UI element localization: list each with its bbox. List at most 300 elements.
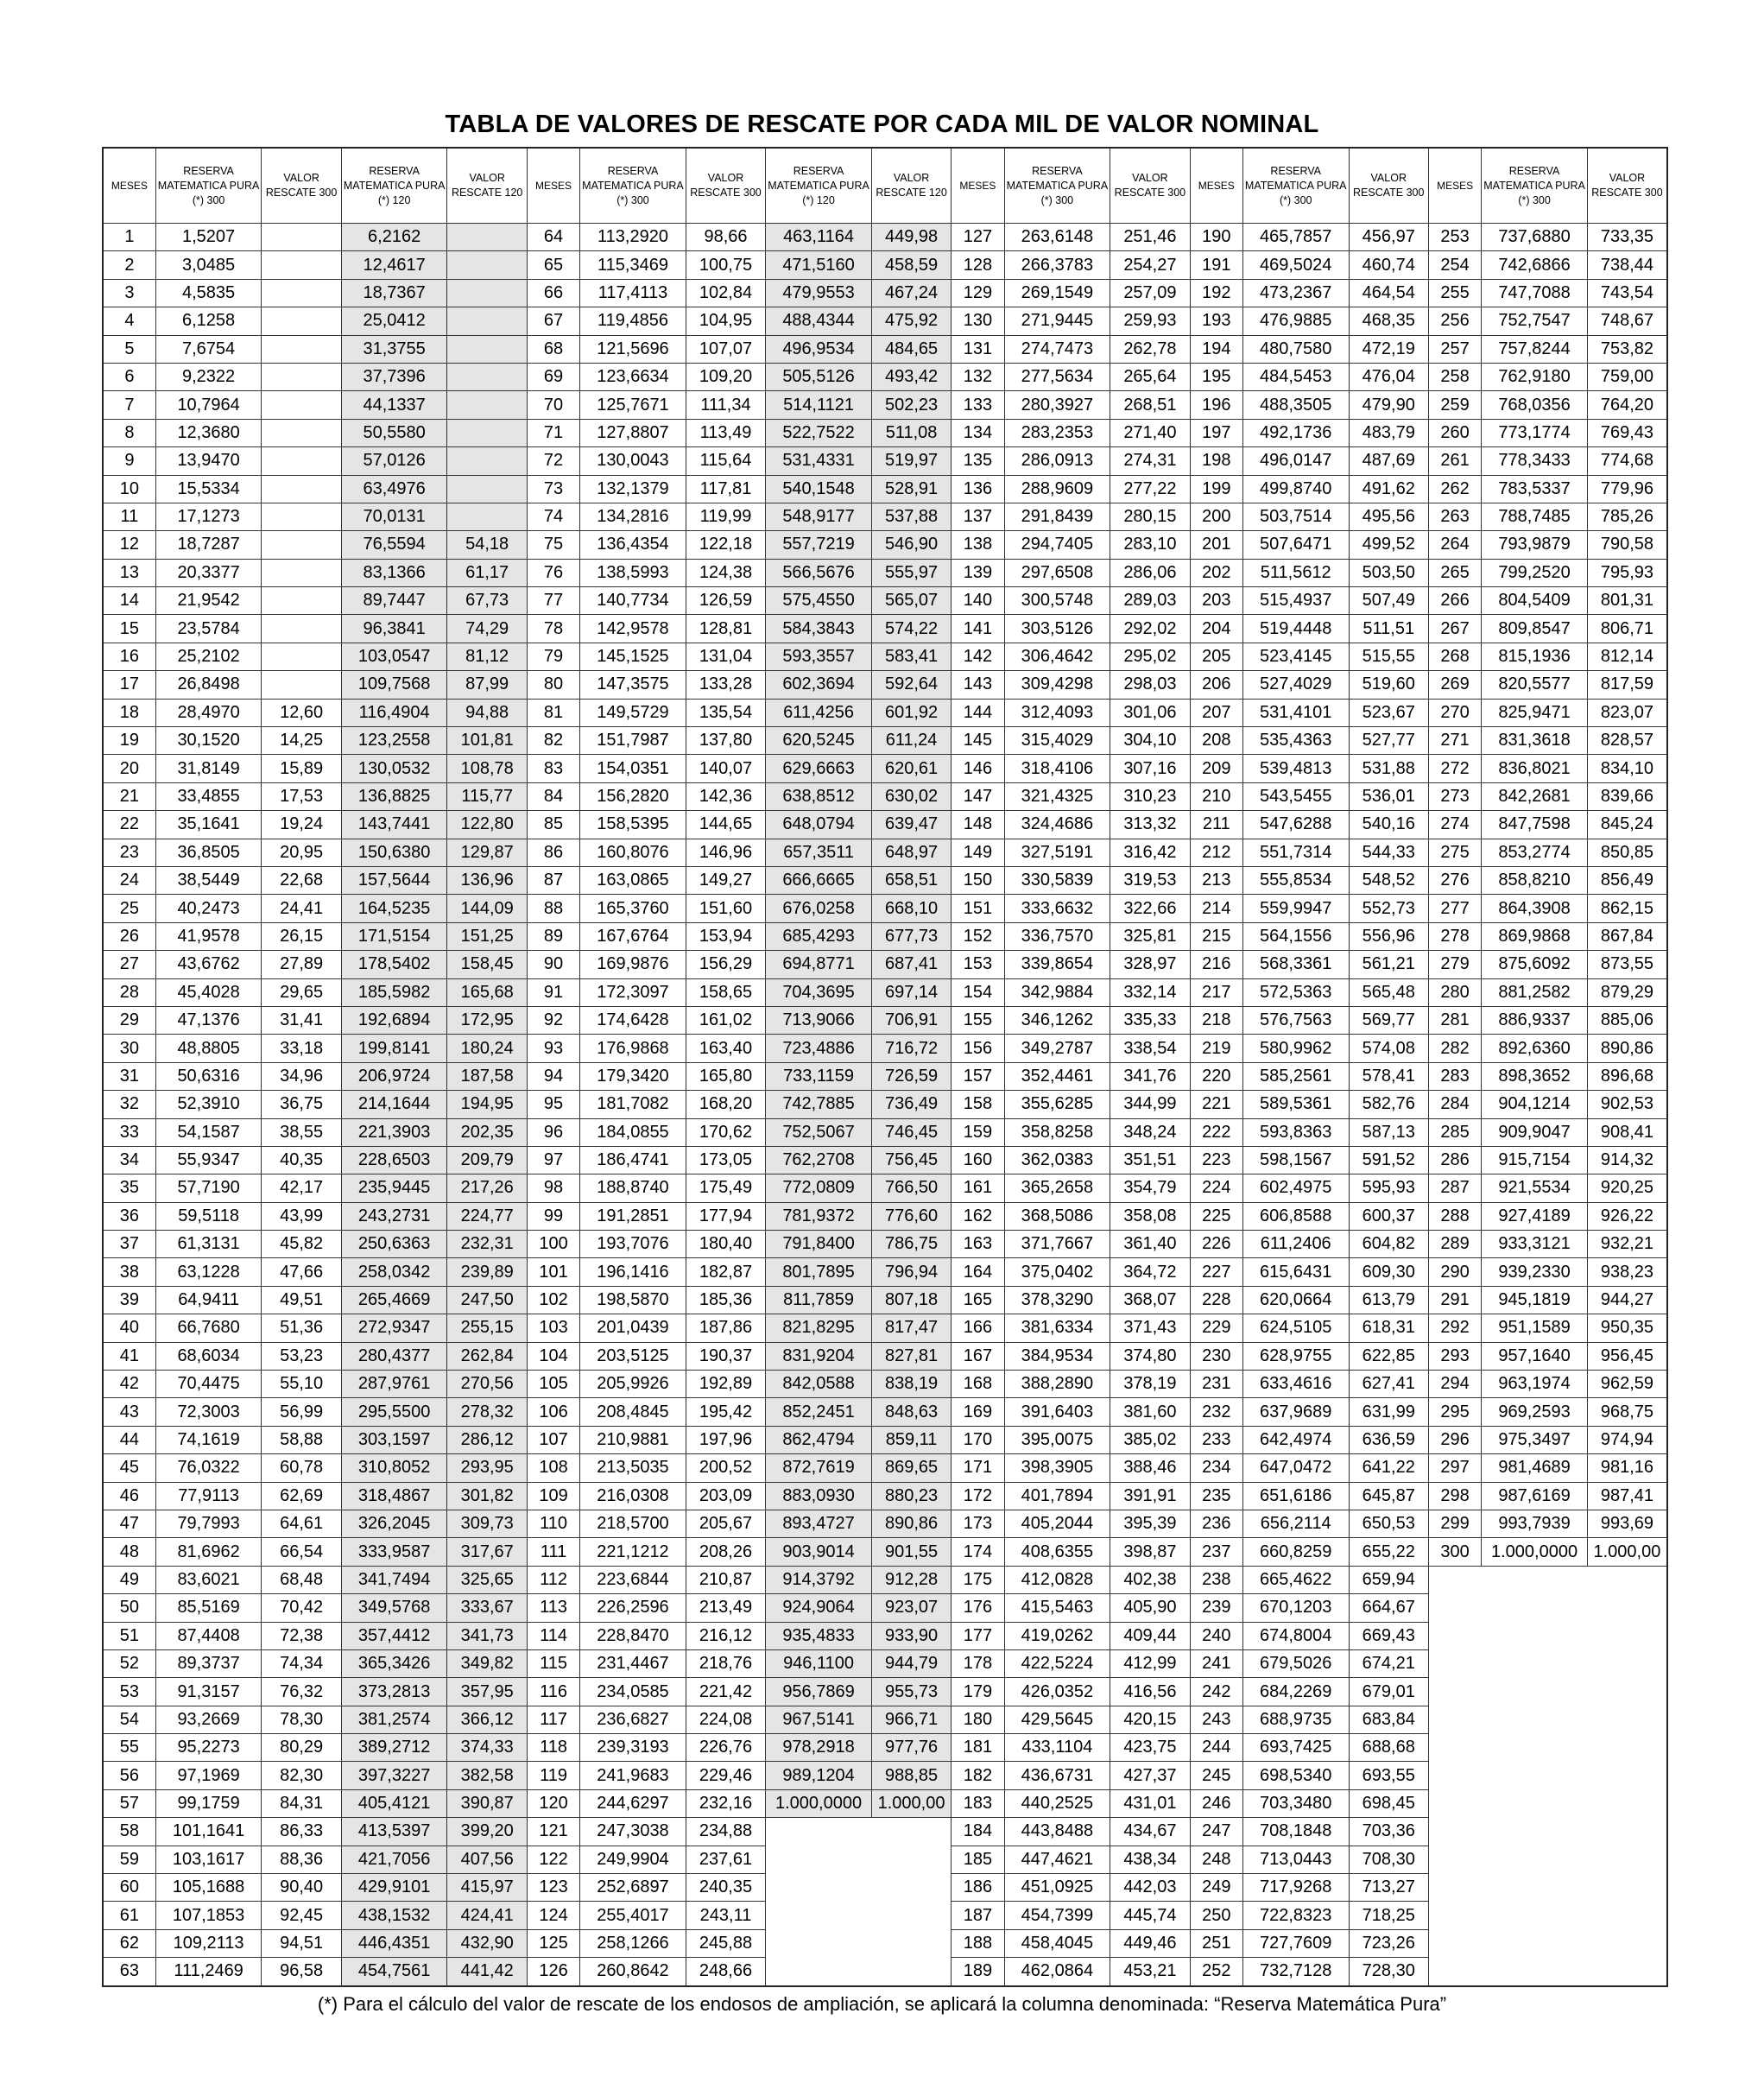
reserva-300-cell: 57,7190	[155, 1174, 262, 1202]
reserva-300-cell: 115,3469	[580, 251, 686, 279]
valor-300-cell: 569,77	[1349, 1006, 1428, 1034]
reserva-120-cell: 989,1204	[766, 1762, 872, 1789]
reserva-300-cell: 703,3480	[1242, 1789, 1349, 1817]
reserva-300-cell: 580,9962	[1242, 1035, 1349, 1062]
valor-300-cell	[262, 671, 341, 699]
reserva-300-cell: 395,0075	[1004, 1426, 1110, 1453]
reserva-300-cell: 117,4113	[580, 279, 686, 307]
reserva-300-cell: 853,2774	[1482, 839, 1588, 866]
reserva-300-cell: 125,7671	[580, 391, 686, 419]
mes-cell: 67	[527, 307, 579, 335]
mes-cell: 194	[1190, 335, 1242, 363]
reserva-120-cell: 566,5676	[766, 559, 872, 586]
reserva-300-cell: 18,7287	[155, 531, 262, 559]
table-row	[103, 1118, 1667, 1146]
reserva-300-cell: 927,4189	[1482, 1202, 1588, 1230]
reserva-300-cell: 15,5334	[155, 475, 262, 503]
reserva-120-cell: 123,2558	[341, 727, 447, 755]
mes-cell: 139	[952, 559, 1004, 586]
valor-120-cell: 441,42	[447, 1958, 527, 1986]
valor-300-cell: 208,26	[686, 1538, 765, 1566]
reserva-300-cell: 138,5993	[580, 559, 686, 586]
table-row	[103, 251, 1667, 279]
table-row	[103, 1762, 1667, 1789]
valor-300-cell: 515,55	[1349, 643, 1428, 670]
valor-300-cell: 391,91	[1110, 1482, 1190, 1510]
valor-300-cell: 226,76	[686, 1734, 765, 1762]
empty-cell	[1482, 1706, 1588, 1733]
mes-cell: 146	[952, 755, 1004, 782]
reserva-300-cell: 527,4029	[1242, 671, 1349, 699]
valor-300-cell: 292,02	[1110, 615, 1190, 643]
mes-cell: 78	[527, 615, 579, 643]
valor-120-cell: 988,85	[871, 1762, 951, 1789]
mes-cell: 18	[103, 699, 155, 726]
mes-cell: 192	[1190, 279, 1242, 307]
valor-120-cell: 136,96	[447, 866, 527, 894]
reserva-300-cell: 713,0443	[1242, 1846, 1349, 1873]
empty-cell	[1482, 1929, 1588, 1957]
valor-300-cell: 823,07	[1587, 699, 1667, 726]
mes-cell: 125	[527, 1929, 579, 1957]
reserva-300-cell: 221,1212	[580, 1538, 686, 1566]
valor-300-cell: 698,45	[1349, 1789, 1428, 1817]
mes-cell: 254	[1428, 251, 1481, 279]
reserva-120-cell: 893,4727	[766, 1510, 872, 1537]
mes-cell: 207	[1190, 699, 1242, 726]
reserva-120-cell: 967,5141	[766, 1706, 872, 1733]
reserva-300-cell: 531,4101	[1242, 699, 1349, 726]
mes-cell: 122	[527, 1846, 579, 1873]
mes-cell: 172	[952, 1482, 1004, 1510]
mes-cell: 142	[952, 643, 1004, 670]
mes-cell: 141	[952, 615, 1004, 643]
valor-300-cell: 627,41	[1349, 1371, 1428, 1398]
mes-cell: 25	[103, 895, 155, 922]
valor-120-cell: 317,67	[447, 1538, 527, 1566]
valor-120-cell: 776,60	[871, 1202, 951, 1230]
reserva-300-cell: 511,5612	[1242, 559, 1349, 586]
valor-300-cell: 115,64	[686, 447, 765, 475]
reserva-300-cell: 757,8244	[1482, 335, 1588, 363]
valor-300-cell: 468,35	[1349, 307, 1428, 335]
header-reserva-300: RESERVA MATEMATICA PURA (*) 300	[1242, 148, 1349, 224]
mes-cell: 96	[527, 1118, 579, 1146]
valor-300-cell: 932,21	[1587, 1231, 1667, 1258]
mes-cell: 51	[103, 1622, 155, 1649]
table-row	[103, 978, 1667, 1006]
mes-cell: 234	[1190, 1454, 1242, 1482]
valor-120-cell: 658,51	[871, 866, 951, 894]
valor-120-cell: 890,86	[871, 1510, 951, 1537]
valor-120-cell: 511,08	[871, 419, 951, 446]
mes-cell: 170	[952, 1426, 1004, 1453]
mes-cell: 43	[103, 1398, 155, 1426]
mes-cell: 184	[952, 1818, 1004, 1846]
valor-300-cell: 618,31	[1349, 1314, 1428, 1342]
reserva-300-cell: 193,7076	[580, 1231, 686, 1258]
reserva-300-cell: 642,4974	[1242, 1426, 1349, 1453]
valor-300-cell: 412,99	[1110, 1649, 1190, 1677]
table-row	[103, 1594, 1667, 1622]
reserva-120-cell: 446,4351	[341, 1929, 447, 1957]
mes-cell: 81	[527, 699, 579, 726]
valor-300-cell: 622,85	[1349, 1342, 1428, 1370]
reserva-300-cell: 933,3121	[1482, 1231, 1588, 1258]
valor-120-cell	[871, 1902, 951, 1929]
table-row	[103, 1818, 1667, 1846]
valor-300-cell: 483,79	[1349, 419, 1428, 446]
valor-300-cell: 76,32	[262, 1678, 341, 1706]
mes-cell: 275	[1428, 839, 1481, 866]
mes-cell: 213	[1190, 866, 1242, 894]
valor-300-cell: 177,94	[686, 1202, 765, 1230]
mes-cell: 77	[527, 587, 579, 615]
reserva-120-cell: 76,5594	[341, 531, 447, 559]
reserva-300-cell: 496,0147	[1242, 447, 1349, 475]
reserva-300-cell: 598,1567	[1242, 1146, 1349, 1174]
mes-cell: 64	[527, 224, 579, 251]
mes-cell: 23	[103, 839, 155, 866]
valor-300-cell: 277,22	[1110, 475, 1190, 503]
mes-cell: 267	[1428, 615, 1481, 643]
reserva-120-cell: 811,7859	[766, 1286, 872, 1314]
valor-300-cell: 774,68	[1587, 447, 1667, 475]
valor-120-cell: 630,02	[871, 782, 951, 810]
table-row	[103, 951, 1667, 978]
valor-300-cell: 234,88	[686, 1818, 765, 1846]
reserva-120-cell: 620,5245	[766, 727, 872, 755]
valor-120-cell	[447, 447, 527, 475]
valor-300-cell: 565,48	[1349, 978, 1428, 1006]
valor-300-cell: 536,01	[1349, 782, 1428, 810]
valor-120-cell: 144,09	[447, 895, 527, 922]
mes-cell: 255	[1428, 279, 1481, 307]
valor-300-cell: 232,16	[686, 1789, 765, 1817]
mes-cell: 221	[1190, 1091, 1242, 1118]
mes-cell: 224	[1190, 1174, 1242, 1202]
mes-cell: 235	[1190, 1482, 1242, 1510]
reserva-300-cell: 223,6844	[580, 1566, 686, 1593]
mes-cell: 295	[1428, 1398, 1481, 1426]
valor-120-cell	[871, 1846, 951, 1873]
valor-300-cell: 259,93	[1110, 307, 1190, 335]
valor-120-cell: 399,20	[447, 1818, 527, 1846]
valor-120-cell: 432,90	[447, 1929, 527, 1957]
reserva-120-cell	[766, 1902, 872, 1929]
header-valor-120: VALOR RESCATE 120	[447, 148, 527, 224]
mes-cell: 72	[527, 447, 579, 475]
mes-cell: 30	[103, 1035, 155, 1062]
valor-300-cell: 301,06	[1110, 699, 1190, 726]
mes-cell: 56	[103, 1762, 155, 1789]
reserva-300-cell: 547,6288	[1242, 811, 1349, 839]
mes-cell: 212	[1190, 839, 1242, 866]
mes-cell: 52	[103, 1649, 155, 1677]
reserva-120-cell: 522,7522	[766, 419, 872, 446]
reserva-300-cell: 551,7314	[1242, 839, 1349, 866]
reserva-120-cell: 96,3841	[341, 615, 447, 643]
reserva-300-cell: 54,1587	[155, 1118, 262, 1146]
reserva-300-cell: 188,8740	[580, 1174, 686, 1202]
empty-cell	[1482, 1566, 1588, 1593]
reserva-120-cell: 50,5580	[341, 419, 447, 446]
mes-cell: 298	[1428, 1482, 1481, 1510]
reserva-300-cell: 203,5125	[580, 1342, 686, 1370]
valor-300-cell: 237,61	[686, 1846, 765, 1873]
valor-300-cell: 221,42	[686, 1678, 765, 1706]
mes-cell: 76	[527, 559, 579, 586]
reserva-300-cell: 742,6866	[1482, 251, 1588, 279]
reserva-300-cell: 651,6186	[1242, 1482, 1349, 1510]
reserva-300-cell: 63,1228	[155, 1258, 262, 1286]
valor-300-cell: 354,79	[1110, 1174, 1190, 1202]
reserva-120-cell: 109,7568	[341, 671, 447, 699]
mes-cell: 245	[1190, 1762, 1242, 1789]
reserva-300-cell: 9,2322	[155, 363, 262, 390]
valor-120-cell: 648,97	[871, 839, 951, 866]
valor-300-cell: 587,13	[1349, 1118, 1428, 1146]
reserva-300-cell: 698,5340	[1242, 1762, 1349, 1789]
reserva-300-cell: 869,9868	[1482, 922, 1588, 950]
valor-300-cell: 19,24	[262, 811, 341, 839]
reserva-300-cell: 244,6297	[580, 1789, 686, 1817]
reserva-120-cell: 243,2731	[341, 1202, 447, 1230]
valor-300-cell: 137,80	[686, 727, 765, 755]
valor-120-cell: 746,45	[871, 1118, 951, 1146]
reserva-300-cell: 381,6334	[1004, 1314, 1110, 1342]
reserva-300-cell: 637,9689	[1242, 1398, 1349, 1426]
mes-cell: 149	[952, 839, 1004, 866]
valor-120-cell: 726,59	[871, 1062, 951, 1090]
reserva-300-cell: 875,6092	[1482, 951, 1588, 978]
reserva-300-cell: 260,8642	[580, 1958, 686, 1986]
mes-cell: 180	[952, 1706, 1004, 1733]
mes-cell: 186	[952, 1874, 1004, 1902]
valor-120-cell	[871, 1874, 951, 1902]
valor-120-cell: 390,87	[447, 1789, 527, 1817]
valor-300-cell	[262, 307, 341, 335]
reserva-300-cell: 105,1688	[155, 1874, 262, 1902]
mes-cell: 63	[103, 1958, 155, 1986]
reserva-300-cell: 101,1641	[155, 1818, 262, 1846]
reserva-300-cell: 422,5224	[1004, 1649, 1110, 1677]
valor-300-cell: 283,10	[1110, 531, 1190, 559]
reserva-300-cell: 25,2102	[155, 643, 262, 670]
mes-cell: 140	[952, 587, 1004, 615]
mes-cell: 70	[527, 391, 579, 419]
mes-cell: 151	[952, 895, 1004, 922]
mes-cell: 168	[952, 1371, 1004, 1398]
valor-300-cell: 192,89	[686, 1371, 765, 1398]
valor-300-cell: 683,84	[1349, 1706, 1428, 1733]
valor-300-cell: 203,09	[686, 1482, 765, 1510]
table-row	[103, 1286, 1667, 1314]
mes-cell: 147	[952, 782, 1004, 810]
valor-300-cell: 764,20	[1587, 391, 1667, 419]
valor-300-cell: 58,88	[262, 1426, 341, 1453]
mes-cell: 223	[1190, 1146, 1242, 1174]
reserva-300-cell: 398,3905	[1004, 1454, 1110, 1482]
reserva-300-cell: 454,7399	[1004, 1902, 1110, 1929]
reserva-120-cell	[766, 1958, 872, 1986]
valor-300-cell: 122,18	[686, 531, 765, 559]
valor-300-cell: 540,16	[1349, 811, 1428, 839]
reserva-300-cell: 611,2406	[1242, 1231, 1349, 1258]
mes-cell: 3	[103, 279, 155, 307]
reserva-300-cell: 836,8021	[1482, 755, 1588, 782]
reserva-120-cell: 235,9445	[341, 1174, 447, 1202]
mes-cell: 32	[103, 1091, 155, 1118]
valor-300-cell	[262, 531, 341, 559]
reserva-120-cell: 333,9587	[341, 1538, 447, 1566]
table-row	[103, 1398, 1667, 1426]
reserva-300-cell: 130,0043	[580, 447, 686, 475]
table-row	[103, 671, 1667, 699]
valor-300-cell: 218,76	[686, 1649, 765, 1677]
valor-120-cell: 262,84	[447, 1342, 527, 1370]
reserva-300-cell: 158,5395	[580, 811, 686, 839]
mes-cell: 233	[1190, 1426, 1242, 1453]
table-row	[103, 1789, 1667, 1817]
reserva-300-cell: 426,0352	[1004, 1678, 1110, 1706]
header-reserva-300: RESERVA MATEMATICA PURA (*) 300	[155, 148, 262, 224]
valor-120-cell	[447, 503, 527, 530]
valor-120-cell: 736,49	[871, 1091, 951, 1118]
reserva-300-cell: 737,6880	[1482, 224, 1588, 251]
reserva-300-cell: 140,7734	[580, 587, 686, 615]
empty-cell	[1428, 1706, 1481, 1733]
reserva-300-cell: 163,0865	[580, 866, 686, 894]
reserva-120-cell: 704,3695	[766, 978, 872, 1006]
reserva-120-cell: 83,1366	[341, 559, 447, 586]
reserva-300-cell: 258,1266	[580, 1929, 686, 1957]
valor-300-cell: 265,64	[1110, 363, 1190, 390]
valor-120-cell: 333,67	[447, 1594, 527, 1622]
valor-120-cell: 467,24	[871, 279, 951, 307]
mes-cell: 7	[103, 391, 155, 419]
reserva-120-cell: 214,1644	[341, 1091, 447, 1118]
reserva-120-cell: 164,5235	[341, 895, 447, 922]
reserva-120-cell: 116,4904	[341, 699, 447, 726]
reserva-300-cell: 904,1214	[1482, 1091, 1588, 1118]
reserva-120-cell: 265,4669	[341, 1286, 447, 1314]
mes-cell: 120	[527, 1789, 579, 1817]
valor-300-cell: 578,41	[1349, 1062, 1428, 1090]
mes-cell: 239	[1190, 1594, 1242, 1622]
reserva-300-cell: 179,3420	[580, 1062, 686, 1090]
valor-300-cell: 187,86	[686, 1314, 765, 1342]
reserva-120-cell: 978,2918	[766, 1734, 872, 1762]
reserva-300-cell: 327,5191	[1004, 839, 1110, 866]
valor-120-cell: 357,95	[447, 1678, 527, 1706]
reserva-300-cell: 205,9926	[580, 1371, 686, 1398]
reserva-300-cell: 142,9578	[580, 615, 686, 643]
reserva-300-cell: 47,1376	[155, 1006, 262, 1034]
reserva-120-cell: 862,4794	[766, 1426, 872, 1453]
mes-cell: 294	[1428, 1371, 1481, 1398]
mes-cell: 91	[527, 978, 579, 1006]
reserva-300-cell: 97,1969	[155, 1762, 262, 1789]
valor-300-cell: 47,66	[262, 1258, 341, 1286]
mes-cell: 202	[1190, 559, 1242, 586]
valor-120-cell: 255,15	[447, 1314, 527, 1342]
valor-300-cell: 175,49	[686, 1174, 765, 1202]
reserva-300-cell: 283,2353	[1004, 419, 1110, 446]
valor-300-cell: 519,60	[1349, 671, 1428, 699]
reserva-120-cell: 287,9761	[341, 1371, 447, 1398]
valor-300-cell: 679,01	[1349, 1678, 1428, 1706]
empty-cell	[1482, 1789, 1588, 1817]
reserva-300-cell: 172,3097	[580, 978, 686, 1006]
reserva-300-cell: 231,4467	[580, 1649, 686, 1677]
valor-300-cell: 332,14	[1110, 978, 1190, 1006]
reserva-120-cell: 89,7447	[341, 587, 447, 615]
mes-cell: 191	[1190, 251, 1242, 279]
reserva-300-cell: 236,6827	[580, 1706, 686, 1733]
reserva-300-cell: 167,6764	[580, 922, 686, 950]
valor-300-cell: 395,39	[1110, 1510, 1190, 1537]
valor-300-cell: 12,60	[262, 699, 341, 726]
mes-cell: 222	[1190, 1118, 1242, 1146]
reserva-300-cell: 975,3497	[1482, 1426, 1588, 1453]
reserva-300-cell: 628,9755	[1242, 1342, 1349, 1370]
mes-cell: 75	[527, 531, 579, 559]
reserva-120-cell: 685,4293	[766, 922, 872, 950]
reserva-120-cell	[766, 1818, 872, 1846]
reserva-300-cell: 249,9904	[580, 1846, 686, 1873]
mes-cell: 171	[952, 1454, 1004, 1482]
mes-cell: 188	[952, 1929, 1004, 1957]
reserva-120-cell: 638,8512	[766, 782, 872, 810]
reserva-300-cell: 20,3377	[155, 559, 262, 586]
reserva-300-cell: 70,4475	[155, 1371, 262, 1398]
valor-120-cell	[447, 335, 527, 363]
empty-cell	[1482, 1594, 1588, 1622]
empty-cell	[1482, 1762, 1588, 1789]
valor-300-cell: 582,76	[1349, 1091, 1428, 1118]
valor-120-cell: 528,91	[871, 475, 951, 503]
table-row	[103, 755, 1667, 782]
reserva-300-cell: 127,8807	[580, 419, 686, 446]
valor-120-cell	[447, 251, 527, 279]
table-row	[103, 1929, 1667, 1957]
mes-cell: 185	[952, 1846, 1004, 1873]
reserva-300-cell: 77,9113	[155, 1482, 262, 1510]
valor-300-cell: 688,68	[1349, 1734, 1428, 1762]
mes-cell: 169	[952, 1398, 1004, 1426]
valor-120-cell: 502,23	[871, 391, 951, 419]
valor-300-cell: 381,60	[1110, 1398, 1190, 1426]
mes-cell: 181	[952, 1734, 1004, 1762]
valor-300-cell: 111,34	[686, 391, 765, 419]
valor-300-cell: 74,34	[262, 1649, 341, 1677]
valor-300-cell: 434,67	[1110, 1818, 1190, 1846]
mes-cell: 11	[103, 503, 155, 530]
reserva-300-cell: 176,9868	[580, 1035, 686, 1062]
valor-300-cell: 531,88	[1349, 755, 1428, 782]
reserva-120-cell: 946,1100	[766, 1649, 872, 1677]
table-row	[103, 447, 1667, 475]
valor-300-cell: 378,19	[1110, 1371, 1190, 1398]
reserva-120-cell: 657,3511	[766, 839, 872, 866]
reserva-300-cell: 239,3193	[580, 1734, 686, 1762]
mes-cell: 65	[527, 251, 579, 279]
valor-120-cell: 796,94	[871, 1258, 951, 1286]
mes-cell: 159	[952, 1118, 1004, 1146]
mes-cell: 167	[952, 1342, 1004, 1370]
mes-cell: 270	[1428, 699, 1481, 726]
